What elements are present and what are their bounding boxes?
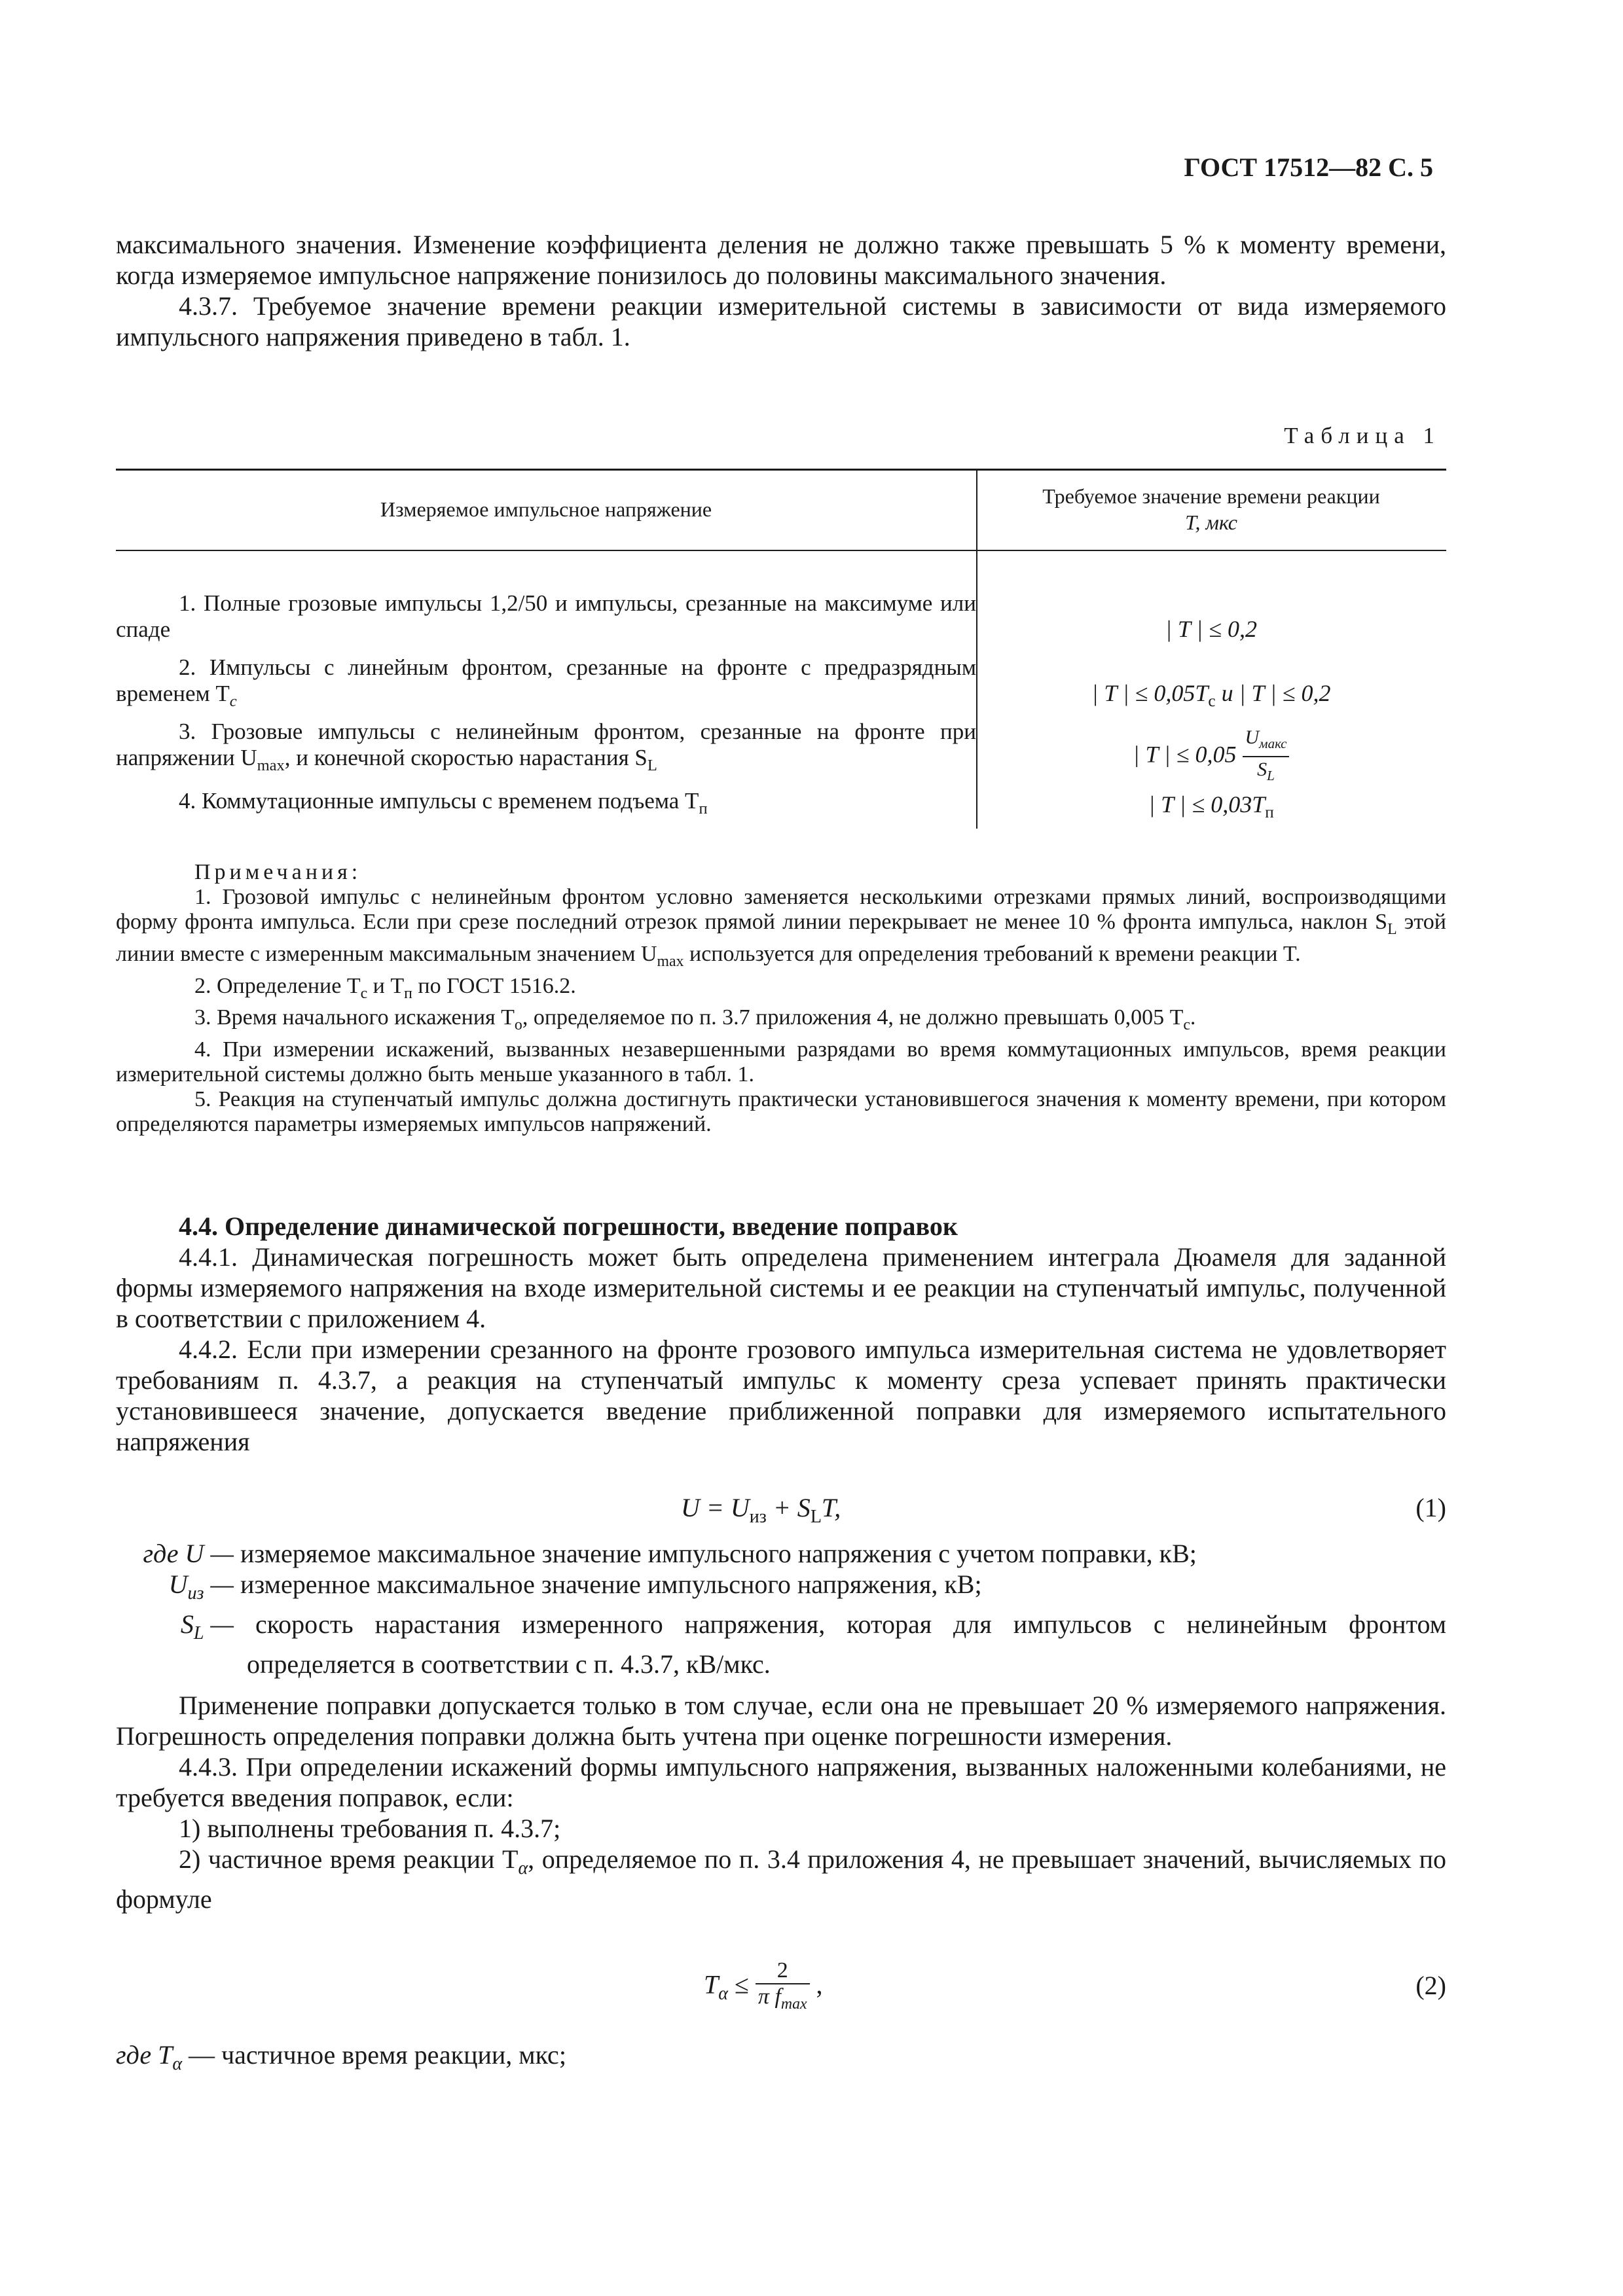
legend-item xyxy=(116,1538,1446,1569)
intro-text xyxy=(116,229,1446,352)
subscript: макс xyxy=(1259,736,1287,751)
note-text: 2. Определение T xyxy=(194,973,361,998)
table-header-measured-voltage: Измеряемое импульсное напряжение xyxy=(380,497,712,521)
note-text: . xyxy=(1190,1005,1196,1030)
denominator-text: π f xyxy=(757,1984,781,2009)
table-row-1-right xyxy=(976,615,1446,643)
row-text: , и конечной скоростью нарастания S xyxy=(284,745,647,770)
item-text: 2) частичное время реакции T xyxy=(179,1844,519,1874)
row-text: 3. Грозовые импульсы с нелинейным фронтом, срезанные на фронте при напряжении U xyxy=(116,719,976,770)
header-line: Требуемое значение времени реакции xyxy=(1042,484,1380,508)
paragraph-4-4-3: 4.4.3. При определении искажений формы импульсного напряжения, вызванных наложенными колебаниями, не требуется введения поправок, если: xyxy=(116,1752,1446,1812)
subscript: α xyxy=(518,1858,528,1878)
row-value: | T | ≤ 0,2 xyxy=(1165,616,1257,642)
subscript: п xyxy=(1265,804,1274,822)
note-text: используется для определения требований к времени реакции T. xyxy=(684,941,1301,966)
note-3 xyxy=(116,1005,1446,1037)
legend-symbol: где T xyxy=(116,2040,173,2070)
note-text: по ГОСТ 1516.2. xyxy=(412,973,576,998)
formula-2 xyxy=(704,1958,823,2017)
table-row-4-right xyxy=(976,791,1446,822)
row-value: | T | ≤ 0,05 xyxy=(1133,741,1237,768)
equation-number-2: (2) xyxy=(1415,1971,1446,2000)
fraction xyxy=(756,1958,810,2017)
note-5: 5. Реакция на ступенчатый импульс должна достигнуть практически установившегося значения к моменту времени, при котором определяются параметры измеряемых импульсов напряжений. xyxy=(116,1087,1446,1137)
subscript: max xyxy=(780,1995,807,2013)
table-header-response-time xyxy=(976,483,1446,535)
subscript: c xyxy=(360,984,368,1002)
subscript: L xyxy=(1267,768,1275,783)
symbol: S xyxy=(180,1609,194,1639)
row-text: 1. Полные грозовые импульсы 1,2/50 и импульсы, срезанные на максимуме или спаде xyxy=(116,590,976,642)
legend-item xyxy=(116,1609,1446,1679)
subscript: c xyxy=(229,692,237,710)
subscript: п xyxy=(404,984,412,1002)
paragraph-4-4-1: 4.4.1. Динамическая погрешность может быть определена применением интеграла Дюамеля для заданной формы измеряемого напряжения на входе измерительной системы и ее реакции на ступенчатый импульс, полученной в соответствии с приложением 4. xyxy=(116,1242,1446,1333)
numerator: 2 xyxy=(756,1958,810,1984)
formula-part: ≤ xyxy=(727,1969,756,2000)
formula-1 xyxy=(681,1492,841,1528)
table-row-3-left xyxy=(116,719,976,779)
row-value: | T | ≤ 0,05T xyxy=(1091,680,1209,706)
row-text: 2. Импульсы с линейным фронтом, срезанные на фронте с предразрядным временем T xyxy=(116,655,976,706)
denominator xyxy=(756,1984,810,2017)
notes-title: Примечания: xyxy=(194,860,362,884)
paragraph-correction: Применение поправки допускается только в том случае, если она не превышает 20 % измеряемого напряжения. Погрешность определения поправки должна быть учтена при оценке погрешности измерения. xyxy=(116,1691,1446,1751)
header-line-unit: T, мкс xyxy=(1185,511,1237,534)
formula-part: + S xyxy=(766,1493,811,1522)
table-row-4-left xyxy=(116,788,976,822)
note-text: 3. Время начального искажения T xyxy=(194,1005,515,1030)
formula-2-legend xyxy=(116,2039,1446,2079)
paragraph: максимального значения. Изменение коэффициента деления не должно также превышать 5 % к моменту времени, когда измеряемое импульсное напряжение понизилось до половины максимального значения. xyxy=(116,230,1446,290)
table-top-rule xyxy=(116,469,1446,471)
paragraph-4-4-2: 4.4.2. Если при измерении срезанного на фронте грозового импульса измерительная система не удовлетворяет требованиям п. 4.3.7, а реакция на ступенчатый импульс к моменту среза успевает принять практически установившееся значение, допускается введение приближенной поправки для измеряемого испытательного напряжения xyxy=(116,1335,1446,1456)
section-4-4-cont xyxy=(116,1690,1446,1914)
subscript: max xyxy=(657,952,684,970)
legend-text: — частичное время реакции, мкс; xyxy=(182,2040,566,2070)
subscript: c xyxy=(1183,1016,1190,1034)
subscript: α xyxy=(718,1983,728,2004)
table-header-rule xyxy=(116,550,1446,551)
row-text: 4. Коммутационные импульсы с временем подъема T xyxy=(179,788,699,814)
subscript: L xyxy=(810,1507,822,1527)
legend-text: скорость нарастания измеренного напряжения, которая для импульсов с нелинейным фронтом определяется в соответствии с п. 4.3.7, кВ/мкс. xyxy=(247,1609,1447,1679)
subscript: o xyxy=(514,1016,522,1034)
symbol: U xyxy=(168,1570,188,1599)
note-text: этой линии вместе с измеренным максимальным значением U xyxy=(116,910,1447,966)
table-row-3-right xyxy=(976,725,1446,788)
table-notes xyxy=(116,860,1446,1137)
fraction xyxy=(1243,725,1290,788)
row-value: и | T | ≤ 0,2 xyxy=(1215,680,1331,706)
formula-part: T, xyxy=(821,1493,841,1522)
table-caption: Таблица 1 xyxy=(1284,423,1441,448)
dash: — xyxy=(204,1609,234,1639)
legend-symbol xyxy=(116,1609,234,1649)
subscript: L xyxy=(1387,920,1397,938)
formula-1-legend xyxy=(116,1538,1446,1679)
table-row-2-right xyxy=(976,679,1446,711)
dash: — xyxy=(204,1570,234,1599)
item-text: , определяемое по п. 3.4 приложения 4, не превышает значений, вычисляемых по формуле xyxy=(116,1844,1447,1914)
subscript: L xyxy=(647,757,657,774)
list-item-1: 1) выполнены требования п. 4.3.7; xyxy=(179,1814,561,1843)
row-value: | T | ≤ 0,03T xyxy=(1148,791,1266,817)
legend-item xyxy=(116,2039,1446,2079)
legend-symbol: где U — xyxy=(143,1539,234,1568)
subscript: из xyxy=(187,1583,204,1604)
equation-number-1: (1) xyxy=(1415,1493,1446,1522)
paragraph-4-3-7: 4.3.7. Требуемое значение времени реакции измерительной системы в зависимости от вида измеряемого импульсного напряжения приведено в табл. 1. xyxy=(116,291,1446,351)
subscript: L xyxy=(193,1623,204,1643)
legend-text: измеряемое максимальное значение импульсного напряжения с учетом поправки, кВ; xyxy=(240,1539,1197,1568)
numerator: U xyxy=(1245,726,1260,748)
formula-part: T xyxy=(704,1969,719,2000)
section-heading: 4.4. Определение динамической погрешности, введение поправок xyxy=(179,1211,958,1241)
note-4: 4. При измерении искажений, вызванных незавершенными разрядами во время коммутационных импульсов, время реакции измерительной системы должно быть меньше указанного в табл. 1. xyxy=(116,1037,1446,1087)
table-row-2-left xyxy=(116,655,976,715)
table-row-1-left xyxy=(116,590,976,643)
formula-part: , xyxy=(809,1969,823,2000)
note-2 xyxy=(116,974,1446,1006)
note-1 xyxy=(116,885,1446,974)
subscript: max xyxy=(257,757,285,774)
subscript: п xyxy=(699,800,708,817)
legend-symbol xyxy=(116,1569,234,1609)
legend-text: измеренное максимальное значение импульсного напряжения, кВ; xyxy=(240,1570,982,1599)
note-text: и T xyxy=(367,973,405,998)
subscript: α xyxy=(172,2054,183,2074)
list-item-2 xyxy=(116,1844,1446,1914)
subscript: c xyxy=(1208,692,1216,711)
note-text: , определяемое по п. 3.7 приложения 4, не должно превышать 0,005 T xyxy=(522,1005,1184,1030)
note-text: 1. Грозовой импульс с нелинейным фронтом условно заменяется несколькими отрезками прямых линий, воспроизводящими форму фронта импульса. Если при срезе последний отрезок прямой линии перекрывает не менее 10 % фронта импульса, наклон S xyxy=(116,885,1446,934)
page-header: ГОСТ 17512—82 С. 5 xyxy=(1184,152,1433,182)
denominator: S xyxy=(1257,759,1267,780)
section-4-4 xyxy=(116,1211,1446,1457)
subscript: из xyxy=(749,1507,767,1527)
formula-part: U = U xyxy=(681,1493,750,1522)
legend-item xyxy=(116,1569,1446,1609)
